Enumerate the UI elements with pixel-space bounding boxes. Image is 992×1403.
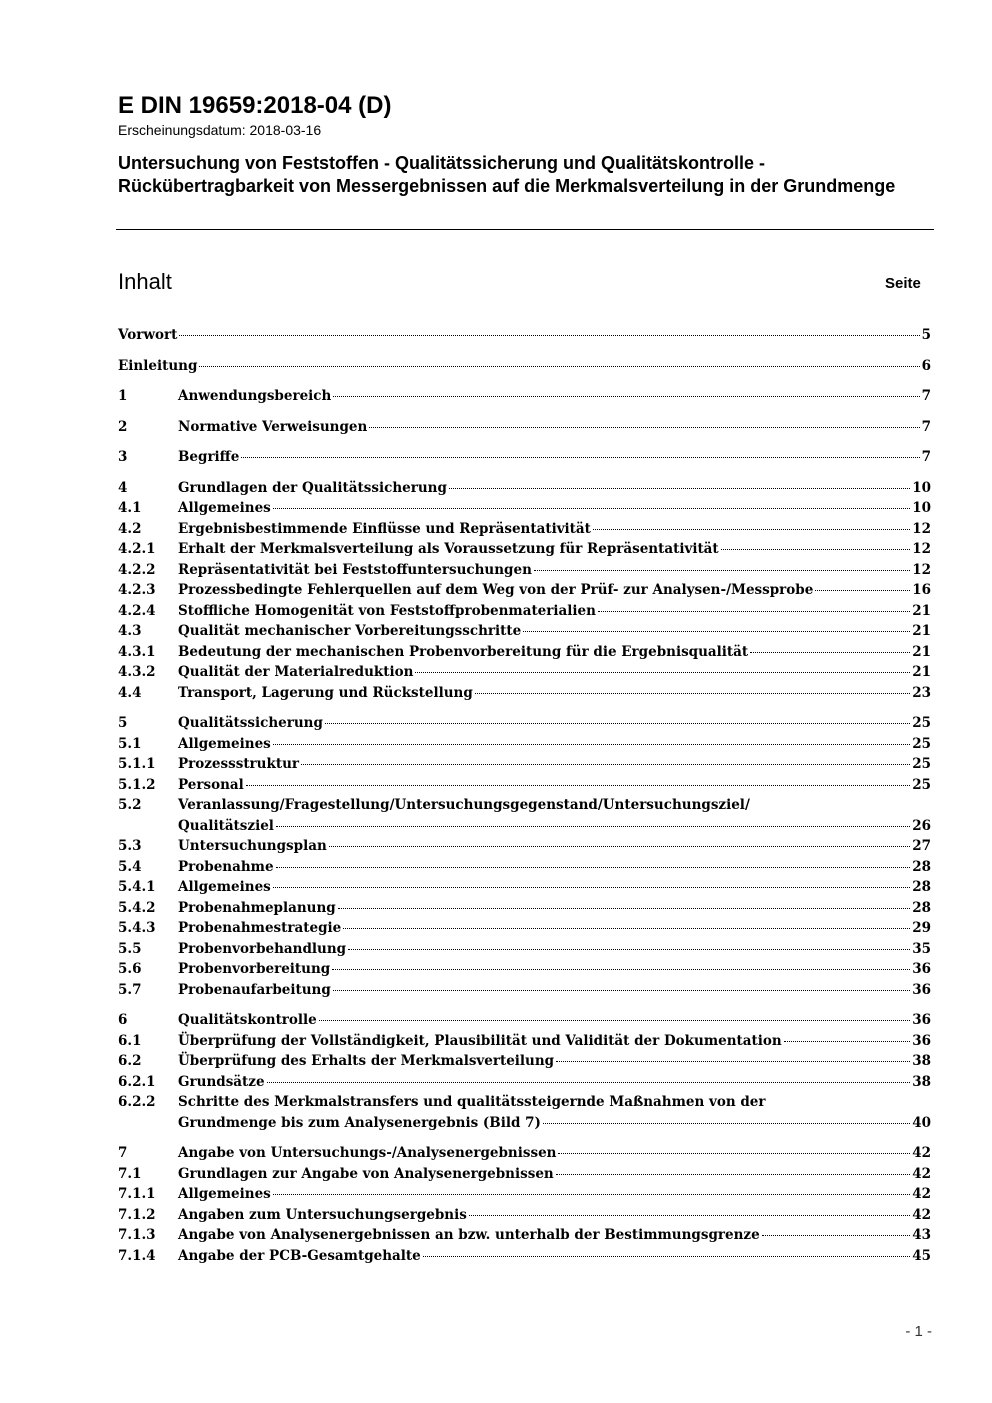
- toc-entry[interactable]: [118, 539, 931, 560]
- toc-dot-leader: [369, 427, 919, 428]
- toc-dot-leader: [333, 990, 910, 991]
- toc-entry-title: Untersuchungsplan: [178, 838, 327, 854]
- toc-dot-leader: [543, 1123, 910, 1124]
- toc-entry-page: 7: [921, 418, 931, 435]
- toc-entry-title: Qualitätssicherung: [178, 715, 323, 731]
- toc-entry[interactable]: [118, 1205, 931, 1226]
- toc-entry-number: 6: [118, 1012, 128, 1028]
- toc-entry-title: Stoffliche Homogenität von Feststoffprobenmaterialien: [178, 602, 596, 619]
- toc-entry[interactable]: [118, 713, 931, 734]
- toc-entry[interactable]: [118, 959, 931, 980]
- toc-entry[interactable]: [118, 980, 931, 1001]
- toc-entry-number: 4.1: [118, 500, 142, 516]
- toc-dot-leader: [750, 652, 910, 653]
- toc-entry-title: Grundsätze: [178, 1073, 265, 1090]
- toc-entry[interactable]: [118, 918, 931, 939]
- toc-dot-leader: [273, 1194, 910, 1195]
- toc-dot-leader: [449, 488, 910, 489]
- toc-dot-leader: [276, 826, 910, 827]
- toc-entry[interactable]: [118, 857, 931, 878]
- toc-entry-title: Begriffe: [178, 449, 240, 465]
- toc-entry[interactable]: [118, 325, 931, 346]
- toc-entry-page: 42: [912, 1145, 931, 1161]
- toc-entry-number: 5.7: [118, 981, 142, 998]
- toc-entry-title: Qualität mechanischer Vorbereitungsschritte: [178, 623, 522, 639]
- toc-entry-title: Grundlagen zur Angabe von Analysenergebnissen: [178, 1165, 554, 1182]
- toc-entry-number: 4.4: [118, 684, 142, 701]
- toc-dot-leader: [721, 549, 911, 550]
- toc-entry-title: Probenaufarbeitung: [178, 981, 331, 998]
- toc-entry-page: 25: [912, 735, 931, 752]
- toc-entry-title: Transport, Lagerung und Rückstellung: [178, 684, 473, 701]
- toc-entry[interactable]: [118, 642, 931, 663]
- toc-dot-leader: [423, 1256, 910, 1257]
- toc-entry-page: 7: [921, 449, 931, 465]
- toc-entry-number: 4.2.2: [118, 561, 156, 578]
- toc-entry[interactable]: [118, 601, 931, 622]
- toc-entry-title: Probenvorbereitung: [178, 961, 331, 977]
- toc-entry-number: 3: [118, 449, 128, 465]
- toc-entry-page: 36: [912, 1032, 931, 1049]
- toc-entry-page: 5: [921, 327, 931, 343]
- toc-dot-leader: [598, 611, 910, 612]
- toc-entry-page: 21: [912, 623, 931, 639]
- toc-entry-number: 5.6: [118, 961, 142, 977]
- toc-entry-page: 36: [912, 961, 931, 977]
- toc-dot-leader: [273, 508, 910, 509]
- toc-entry-title: Allgemeines: [178, 879, 271, 895]
- toc-entry-number: 6.2.1: [118, 1073, 156, 1090]
- toc-entry-title: Bedeutung der mechanischen Probenvorbereitung für die Ergebnisqualität: [178, 643, 749, 660]
- toc-entry[interactable]: [118, 621, 931, 642]
- toc-entry[interactable]: [118, 1072, 931, 1093]
- toc-dot-leader: [273, 887, 910, 888]
- toc-entry-number: 4.2: [118, 520, 142, 537]
- toc-dot-leader: [556, 1061, 910, 1062]
- toc-entry-number: 4: [118, 479, 128, 496]
- toc-dot-leader: [415, 672, 910, 673]
- toc-dot-leader: [815, 590, 910, 591]
- toc-dot-leader: [179, 335, 919, 336]
- toc-entry-title: Qualitätskontrolle: [178, 1012, 317, 1028]
- toc-entry[interactable]: [118, 898, 931, 919]
- toc-entry-page: 6: [921, 357, 931, 374]
- toc-entry-page: 25: [912, 776, 931, 793]
- toc-entry-page: 35: [912, 940, 931, 957]
- toc-dot-leader: [343, 928, 910, 929]
- page-number: - 1 -: [905, 1323, 932, 1340]
- toc-entry-page: 28: [912, 858, 931, 875]
- toc-entry-title: Überprüfung des Erhalts der Merkmalsverteilung: [178, 1053, 555, 1069]
- toc-page-column-label: Seite: [885, 275, 921, 292]
- toc-dot-leader: [469, 1215, 910, 1216]
- publication-date: Erscheinungsdatum: 2018-03-16: [118, 122, 322, 138]
- toc-dot-leader: [338, 908, 910, 909]
- toc-entry-title: Angaben zum Untersuchungsergebnis: [178, 1206, 467, 1223]
- toc-entry-title: Überprüfung der Vollständigkeit, Plausibilität und Validität der Dokumentation: [178, 1032, 782, 1049]
- toc-entry-page: 7: [921, 388, 931, 404]
- toc-entry-title: Allgemeines: [178, 500, 271, 516]
- toc-entry[interactable]: [118, 877, 931, 898]
- toc-entry-title: Einleitung: [118, 357, 198, 374]
- header-divider: [116, 229, 934, 230]
- toc-entry[interactable]: [118, 580, 931, 601]
- toc-entry[interactable]: [118, 775, 931, 796]
- toc-entry-title: Grundmenge bis zum Analysenergebnis (Bild 7): [178, 1114, 541, 1131]
- toc-entry-number: 4.2.4: [118, 602, 156, 619]
- toc-entry-number: 2: [118, 418, 128, 435]
- toc-entry-page: 10: [912, 500, 931, 516]
- toc-entry-page: 12: [912, 520, 931, 537]
- toc-entry-page: 21: [912, 643, 931, 660]
- toc-entry-number: 4.3.1: [118, 643, 156, 660]
- toc-entry-page: 25: [912, 715, 931, 731]
- toc-entry-title: Angabe von Analysenergebnissen an bzw. unterhalb der Bestimmungsgrenze: [178, 1227, 760, 1243]
- toc-dot-leader: [558, 1153, 910, 1154]
- toc-entry-title: Allgemeines: [178, 1186, 271, 1202]
- toc-entry[interactable]: [118, 447, 931, 468]
- toc-dot-leader: [276, 867, 911, 868]
- toc-dot-leader: [556, 1174, 910, 1175]
- toc-entry[interactable]: [118, 417, 931, 438]
- toc-entry-title: Allgemeines: [178, 735, 271, 752]
- toc-entry-page: 12: [912, 561, 931, 578]
- toc-entry[interactable]: [118, 386, 931, 407]
- toc-entry-number: 5.1: [118, 735, 142, 752]
- toc-entry-number: 5.3: [118, 838, 142, 854]
- toc-entry-page: 26: [912, 817, 931, 834]
- document-header: [118, 92, 934, 198]
- toc-entry-number: 6.2: [118, 1053, 142, 1069]
- toc-entry-page: 21: [912, 664, 931, 680]
- toc-entry[interactable]: [118, 1246, 931, 1267]
- toc-entry-page: 28: [912, 899, 931, 916]
- toc-entry-page: 16: [912, 582, 931, 598]
- toc-entry-page: 27: [912, 838, 931, 854]
- toc-entry-page: 23: [912, 684, 931, 701]
- toc-dot-leader: [319, 1020, 910, 1021]
- toc-dot-leader: [784, 1041, 911, 1042]
- toc-entry-page: 25: [912, 756, 931, 772]
- toc-entry-title: Probenvorbehandlung: [178, 940, 347, 957]
- toc-entry-title-line1: Schritte des Merkmalstransfers und qualitätssteigernde Maßnahmen von der: [178, 1094, 766, 1110]
- toc-entry-number: 7.1.4: [118, 1247, 156, 1264]
- toc-dot-leader: [523, 631, 910, 632]
- toc-entry-title: Vorwort: [118, 327, 178, 343]
- toc-entry-title: Qualitätsziel: [178, 817, 274, 834]
- toc-dot-leader: [267, 1082, 911, 1083]
- toc-dot-leader: [593, 529, 910, 530]
- toc-entry-page: 12: [912, 541, 931, 557]
- toc-entry[interactable]: [118, 754, 931, 775]
- toc-dot-leader: [348, 949, 910, 950]
- toc-entry[interactable]: [118, 1010, 931, 1031]
- toc-entry-page: 36: [912, 1012, 931, 1028]
- toc-entry-title: Probenahme: [178, 858, 274, 875]
- toc-dot-leader: [273, 744, 910, 745]
- toc-entry-title: Personal: [178, 776, 244, 793]
- toc-entry-number: 5.4.3: [118, 920, 156, 936]
- toc-entry[interactable]: [118, 519, 931, 540]
- toc-entry-title: Erhalt der Merkmalsverteilung als Voraussetzung für Repräsentativität: [178, 541, 719, 557]
- document-title: Untersuchung von Feststoffen - Qualitätssicherung und Qualitätskontrolle - Rückübertragbarkeit von Messergebnissen auf die Merkmalsverteilung in der Grundmenge: [118, 153, 896, 196]
- toc-entry-page: 38: [912, 1073, 931, 1090]
- toc-entry[interactable]: [118, 1092, 931, 1133]
- toc-entry-number: 6.1: [118, 1032, 142, 1049]
- toc-entry-title: Probenahmestrategie: [178, 920, 342, 936]
- toc-entry-number: 7.1.3: [118, 1227, 156, 1243]
- toc-entry-number: 5.4.1: [118, 879, 156, 895]
- toc-entry-number: 6.2.2: [118, 1094, 156, 1110]
- toc-entry[interactable]: [118, 734, 931, 755]
- toc-dot-leader: [199, 366, 919, 367]
- toc-entry-number: 5: [118, 715, 128, 731]
- toc-entry-page: 29: [912, 920, 931, 936]
- toc-entry-page: 42: [912, 1186, 931, 1202]
- toc-dot-leader: [534, 570, 910, 571]
- toc-dot-leader: [332, 969, 910, 970]
- toc-dot-leader: [241, 457, 919, 458]
- toc-dot-leader: [246, 785, 910, 786]
- toc-entry[interactable]: [118, 1164, 931, 1185]
- toc-entry-title: Ergebnisbestimmende Einflüsse und Repräsentativität: [178, 520, 591, 537]
- toc-dot-leader: [762, 1235, 911, 1236]
- toc-entry[interactable]: [118, 836, 931, 857]
- toc-entry-number: 7.1: [118, 1165, 142, 1182]
- toc-entry-number: 4.3.2: [118, 664, 156, 680]
- toc-entry-number: 7.1.1: [118, 1186, 156, 1202]
- toc-entry-title: Anwendungsbereich: [178, 388, 332, 404]
- toc-entry-number: 5.5: [118, 940, 142, 957]
- toc-entry-title: Probenahmeplanung: [178, 899, 336, 916]
- toc-entry[interactable]: [118, 1051, 931, 1072]
- toc-entry-number: 7: [118, 1145, 128, 1161]
- toc-entry[interactable]: [118, 795, 931, 836]
- toc-entry[interactable]: [118, 683, 931, 704]
- table-of-contents: [118, 322, 931, 1266]
- toc-entry[interactable]: [118, 662, 931, 683]
- toc-entry-title: Angabe von Untersuchungs-/Analysenergebnissen: [178, 1145, 557, 1161]
- toc-entry-number: 4.2.1: [118, 541, 156, 557]
- toc-entry-number: 4.2.3: [118, 582, 156, 598]
- toc-entry-page: 40: [912, 1114, 931, 1131]
- toc-entry-page: 38: [912, 1053, 931, 1069]
- toc-entry[interactable]: [118, 1031, 931, 1052]
- toc-entry[interactable]: [118, 1143, 931, 1164]
- toc-entry-page: 36: [912, 981, 931, 998]
- toc-entry-title: Grundlagen der Qualitätssicherung: [178, 479, 447, 496]
- toc-dot-leader: [475, 693, 910, 694]
- toc-entry-title: Prozessbedingte Fehlerquellen auf dem Weg von der Prüf- zur Analysen-/Messprobe: [178, 582, 814, 598]
- toc-entry[interactable]: [118, 356, 931, 377]
- toc-entry-number: 1: [118, 388, 128, 404]
- toc-dot-leader: [301, 764, 910, 765]
- toc-entry-page: 42: [912, 1206, 931, 1223]
- toc-entry[interactable]: [118, 498, 931, 519]
- toc-entry-title: Angabe der PCB-Gesamtgehalte: [178, 1247, 421, 1264]
- toc-dot-leader: [325, 723, 910, 724]
- toc-entry-page: 28: [912, 879, 931, 895]
- toc-entry-page: 21: [912, 602, 931, 619]
- toc-entry-number: 7.1.2: [118, 1206, 156, 1223]
- toc-entry-title: Prozessstruktur: [178, 756, 300, 772]
- toc-entry-title: Normative Verweisungen: [178, 418, 368, 435]
- toc-heading: Inhalt: [118, 269, 172, 294]
- toc-entry-page: 43: [912, 1227, 931, 1243]
- toc-entry-title: Repräsentativität bei Feststoffuntersuchungen: [178, 561, 532, 578]
- document-id: E DIN 19659:2018-04 (D): [118, 92, 392, 119]
- toc-entry-number: 5.4.2: [118, 899, 156, 916]
- toc-entry-number: 5.4: [118, 858, 142, 875]
- toc-entry[interactable]: [118, 1225, 931, 1246]
- toc-entry[interactable]: [118, 1184, 931, 1205]
- toc-entry[interactable]: [118, 478, 931, 499]
- toc-entry-number: 5.1.1: [118, 756, 156, 772]
- toc-entry-title: Qualität der Materialreduktion: [178, 664, 414, 680]
- toc-entry-number: 5.2: [118, 797, 142, 813]
- toc-entry-number: 4.3: [118, 623, 142, 639]
- toc-entry-page: 42: [912, 1165, 931, 1182]
- toc-dot-leader: [329, 846, 910, 847]
- toc-dot-leader: [333, 396, 919, 397]
- toc-entry-page: 45: [912, 1247, 931, 1264]
- toc-entry[interactable]: [118, 939, 931, 960]
- toc-entry[interactable]: [118, 560, 931, 581]
- toc-entry-title-line1: Veranlassung/Fragestellung/Untersuchungsgegenstand/Untersuchungsziel/: [178, 797, 750, 813]
- toc-entry-page: 10: [912, 479, 931, 496]
- toc-entry-number: 5.1.2: [118, 776, 156, 793]
